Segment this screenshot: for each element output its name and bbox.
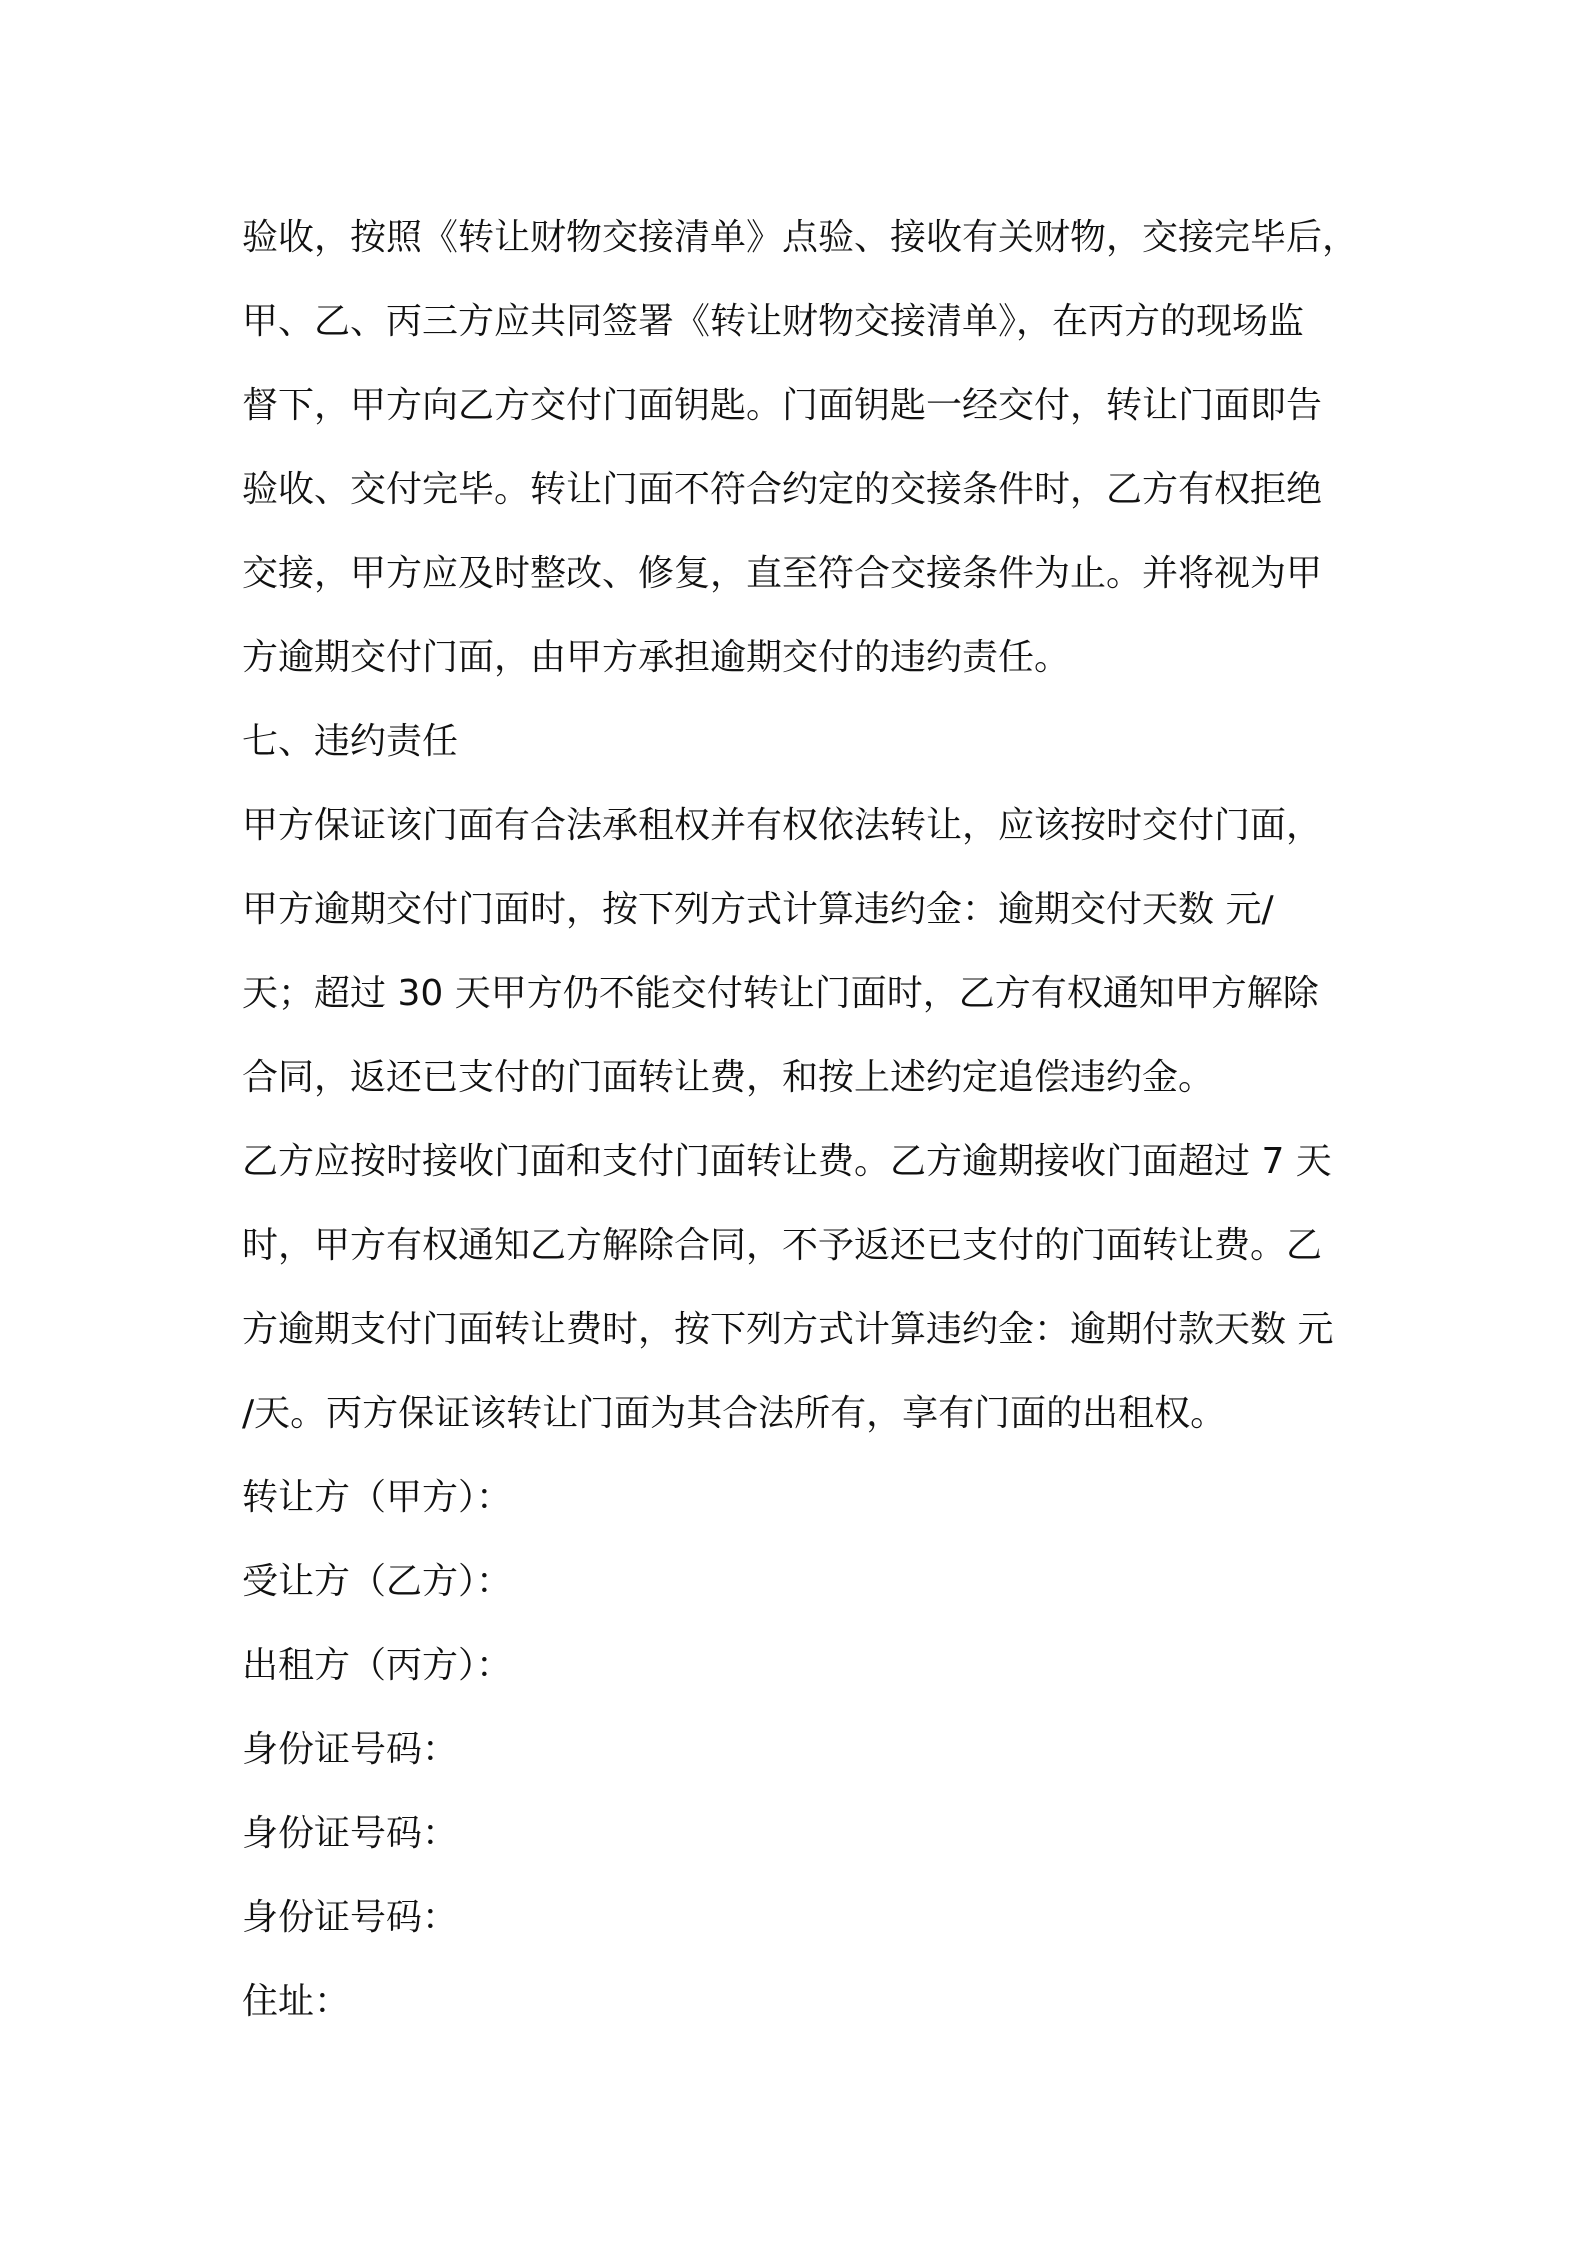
signature-field-label: 出租方（丙方）： [242, 1645, 513, 1686]
text-line: 督下，甲方向乙方交付门面钥匙。门面钥匙一经交付，转让门面即告 [242, 385, 1323, 426]
text-line: 方逾期交付门面，由甲方承担逾期交付的违约责任。 [242, 637, 1071, 678]
text-line: 合同，返还已支付的门面转让费，和按上述约定追偿违约金。 [242, 1057, 1215, 1098]
id-number-field-label: 身份证号码： [242, 1813, 459, 1854]
text-line: 甲方逾期交付门面时，按下列方式计算违约金：逾期交付天数 元/ [242, 889, 1274, 930]
text-line: 天；超过 30 天甲方仍不能交付转让门面时，乙方有权通知甲方解除 [242, 973, 1319, 1014]
text-line: 甲、乙、丙三方应共同签署《转让财物交接清单》，在丙方的现场监 [242, 301, 1305, 342]
text-line: /天。丙方保证该转让门面为其合法所有，享有门面的出租权。 [242, 1393, 1227, 1434]
document-body [242, 196, 1359, 2044]
text-line: 验收，按照《转让财物交接清单》点验、接收有关财物，交接完毕后， [242, 217, 1359, 258]
text-line: 交接，甲方应及时整改、修复，直至符合交接条件为止。并将视为甲 [242, 553, 1323, 594]
text-line: 乙方应按时接收门面和支付门面转让费。乙方逾期接收门面超过 7 天 [242, 1141, 1332, 1182]
id-number-field-label: 身份证号码： [242, 1729, 459, 1770]
text-line: 方逾期支付门面转让费时，按下列方式计算违约金：逾期付款天数 元 [242, 1309, 1334, 1350]
text-line: 验收、交付完毕。转让门面不符合约定的交接条件时，乙方有权拒绝 [242, 469, 1323, 510]
signature-field-label: 转让方（甲方）： [242, 1477, 513, 1518]
text-line: 时，甲方有权通知乙方解除合同，不予返还已支付的门面转让费。乙 [242, 1225, 1323, 1266]
address-field-label: 住址： [242, 1981, 351, 2022]
section-heading: 七、违约责任 [242, 721, 459, 762]
id-number-field-label: 身份证号码： [242, 1897, 459, 1938]
signature-field-label: 受让方（乙方）： [242, 1561, 513, 1602]
text-line: 甲方保证该门面有合法承租权并有权依法转让，应该按时交付门面， [242, 805, 1323, 846]
